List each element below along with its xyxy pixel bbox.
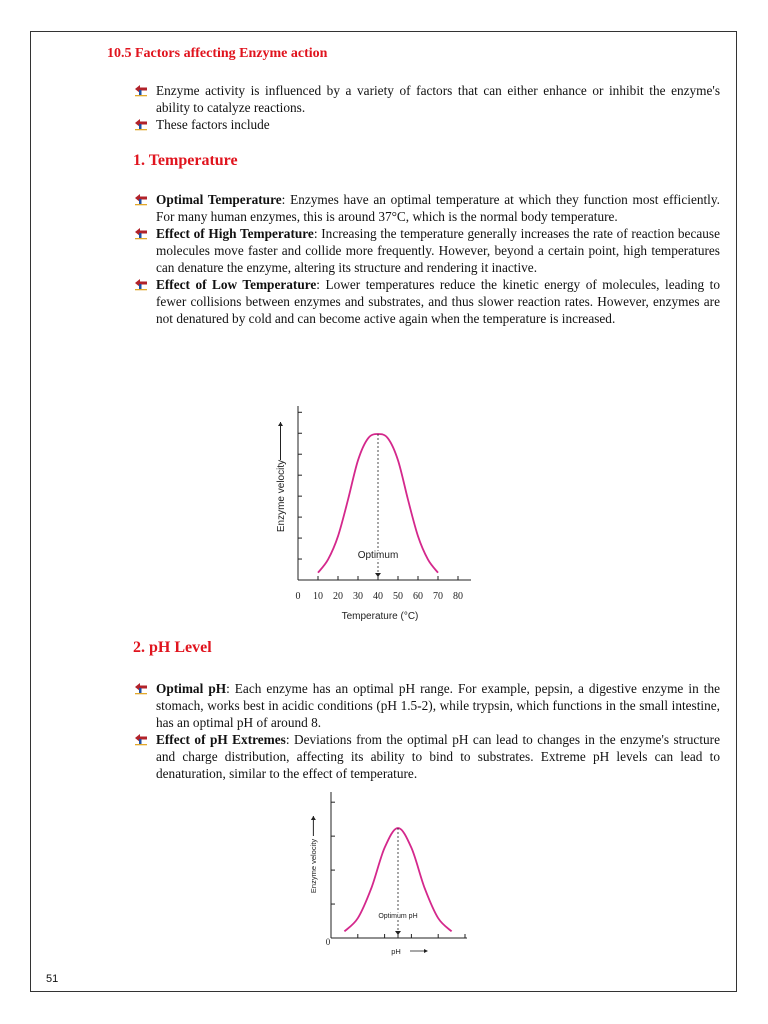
bullet-text: : Enzymes have an optimal temperature at which they function most efficiently. For many human enzymes, this is around 37°C, which is the normal body temperature. xyxy=(156,192,720,224)
section-title: 10.5 Factors affecting Enzyme action xyxy=(107,46,328,61)
page-number: 51 xyxy=(46,973,59,985)
x-tick-label: 40 xyxy=(373,591,383,602)
x-axis-label: Temperature (°C) xyxy=(341,611,419,622)
x-arrowhead xyxy=(424,949,428,953)
intro-item xyxy=(133,82,720,116)
x-tick-label: 10 xyxy=(313,591,323,602)
bullet-term: Effect of Low Temperature xyxy=(156,277,317,292)
x-tick-label: 30 xyxy=(353,591,363,602)
ph-item xyxy=(133,680,720,731)
bullet-term: Effect of pH Extremes xyxy=(156,732,286,747)
ph-list xyxy=(133,680,720,782)
arrow-bullet-icon xyxy=(134,84,148,97)
bullet-text: : Increasing the temperature generally increases the rate of reaction because molecules move faster and collide more frequently. However, beyond a certain point, high temperatures can denature the enzyme, altering its structure and rendering it inactive. xyxy=(156,226,720,275)
arrow-bullet-icon xyxy=(134,682,148,695)
bullet-term: Optimal pH xyxy=(156,681,227,696)
temperature-list xyxy=(133,191,720,327)
y-arrowhead xyxy=(278,422,283,426)
y-axis-label: Enzyme velocity xyxy=(309,838,318,894)
ph-chart xyxy=(305,788,475,960)
x-tick-label: 60 xyxy=(413,591,423,602)
x-tick-label: 70 xyxy=(433,591,443,602)
temperature-item xyxy=(133,191,720,225)
optimum-label: Optimum pH xyxy=(378,913,418,920)
optimum-arrow xyxy=(375,573,381,577)
ph-item xyxy=(133,731,720,782)
intro-text: These factors include xyxy=(156,117,270,132)
temperature-item xyxy=(133,276,720,327)
ph-heading: 2. pH Level xyxy=(133,639,212,656)
arrow-bullet-icon xyxy=(134,118,148,131)
temperature-heading: 1. Temperature xyxy=(133,152,238,169)
x-tick-label: 50 xyxy=(393,591,403,602)
intro-text: Enzyme activity is influenced by a variety of factors that can either enhance or inhibit the enzyme's ability to catalyze reactions. xyxy=(156,83,720,115)
arrow-bullet-icon xyxy=(134,733,148,746)
bullet-text: : Deviations from the optimal pH can lead to changes in the enzyme's structure and charge distribution, affecting its ability to bind to substrates. Extreme pH levels can lead to denaturation, similar to the effect of temperature. xyxy=(156,732,720,781)
x-tick-label: 0 xyxy=(325,937,331,947)
x-tick-label: 0 xyxy=(295,591,301,602)
temperature-item xyxy=(133,225,720,276)
bullet-term: Effect of High Temperature xyxy=(156,226,314,241)
y-axis-label: Enzyme velocity xyxy=(276,459,287,533)
x-tick-label: 20 xyxy=(333,591,343,602)
arrow-bullet-icon xyxy=(134,193,148,206)
x-axis-label: pH xyxy=(391,947,401,956)
y-arrowhead xyxy=(311,816,316,820)
arrow-bullet-icon xyxy=(134,227,148,240)
optimum-arrow xyxy=(395,931,401,935)
bullet-term: Optimal Temperature xyxy=(156,192,282,207)
temperature-chart xyxy=(272,400,482,628)
intro-list xyxy=(133,82,720,133)
bullet-text: : Lower temperatures reduce the kinetic energy of molecules, leading to fewer collisions between enzymes and substrates, and thus slower reaction rates. However, enzymes are not denatured by cold and can become active again when the temperature is increased. xyxy=(156,277,721,326)
optimum-label: Optimum xyxy=(357,550,399,561)
intro-item xyxy=(133,116,720,133)
arrow-bullet-icon xyxy=(134,278,148,291)
bullet-text: : Each enzyme has an optimal pH range. For example, pepsin, a digestive enzyme in the stomach, works best in acidic conditions (pH 1.5-2), while trypsin, which functions in the small intestine, has an optimal pH of around 8. xyxy=(156,681,720,730)
x-tick-label: 80 xyxy=(453,591,463,602)
